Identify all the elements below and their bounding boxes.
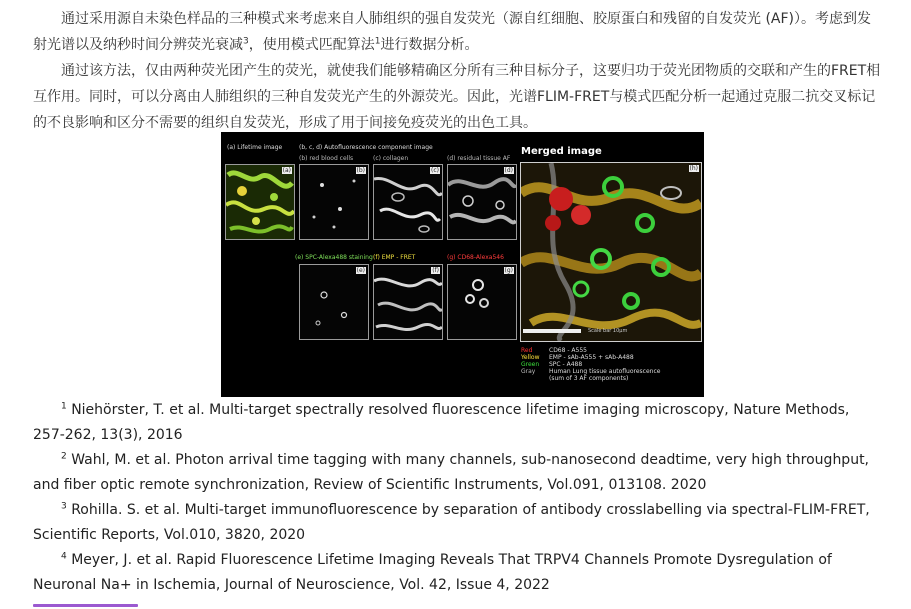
panel-tag-g: (g) [504,267,513,274]
rbc-image [300,165,368,239]
label-af-components: (b, c, d) Autofluorescence component image [299,144,433,151]
panel-tag-a: (a) [282,167,291,174]
paragraph2-text: 通过该方法，仅由两种荧光团产生的荧光，就使我们能够精确区分所有三种目标分子，这要归功于荧光团物质的交联和产生的FRET相互作用。同时，可以分离由人肺组织的三种自发荧光产生的外源荧光。因此，光谱FLIM-FRET与模式匹配分析一起通过克服二抗交叉标记的不良影响和区分不需要的组织自发荧光，形成了用于间接免疫荧光的出色工具。 [33,63,881,131]
reference-2-number: 2 [61,451,67,462]
panel-cd68 [447,264,517,340]
label-spc: (e) SPC-Alexa488 staining [295,254,373,261]
panel-tag-c: (c) [431,167,439,174]
label-emp: (f) EMP - FRET [373,254,416,261]
spc-image [300,265,368,339]
paragraph1-text-b: ，使用模式匹配算法 [248,37,375,53]
panel-emp [373,264,443,340]
reference-1-text: Niehörster, T. et al. Multi-target spectrally resolved fluorescence lifetime imaging microscopy, Nature Methods, 257-262, 13(3), 2016 [33,402,850,443]
legend-row-yellow: Yellow EMP - sAb-A555 + sAb-A488 [521,354,634,361]
panel-spc [299,264,369,340]
label-collagen: (c) collagen [373,155,409,162]
merged-image [521,163,701,341]
reference-3-number: 3 [61,501,67,512]
reference-4-number: 4 [61,551,67,562]
reference-4 [33,548,883,598]
collagen-image [374,165,442,239]
panel-lifetime [225,164,295,240]
label-lifetime-image: (a) Lifetime image [227,144,283,151]
lifetime-image [226,165,294,239]
citation-1[interactable]: 1 [374,36,381,47]
legend-row-gray-note: (sum of 3 AF components) [549,375,629,382]
legend-row-red: Red CD68 - A555 [521,347,587,354]
legend-key-yellow: Yellow [521,354,540,361]
legend-row-gray: Gray Human Lung tissue autofluorescence [521,368,661,375]
panel-tag-b: (b) [356,167,365,174]
reference-4-text: Meyer, J. et al. Rapid Fluorescence Lifetime Imaging Reveals That TRPV4 Channels Promote Dysregulation of Neuronal Na+ in Ischemia, Journal of Neuroscience, Vol. 42, Issue 4, 2022 [33,552,832,593]
paragraph1-text-c: 进行数据分析。 [380,37,479,53]
legend-key-gray: Gray [521,368,536,375]
intro-paragraph [33,6,883,58]
panel-residual-af [447,164,517,240]
panel-collagen [373,164,443,240]
footer-link-underline[interactable] [33,604,138,607]
panel-tag-e: (e) [356,267,365,274]
reference-3 [33,498,883,548]
panel-rbc [299,164,369,240]
legend-key-green: Green [521,361,540,368]
reference-2-text: Wahl, M. et al. Photon arrival time tagging with many channels, sub-nanosecond deadtime, very high throughput, and fiber optic remote synchronization, Review of Scientific Instruments, Vol.091, 013108. 2020 [33,452,870,493]
reference-1-number: 1 [61,401,67,412]
panel-tag-d: (d) [504,167,513,174]
panel-tag-f: (f) [432,267,439,274]
legend-key-red: Red [521,347,533,354]
scale-bar [523,329,581,333]
label-cd68: (g) CD68-Alexa546 [447,254,504,261]
legend-row-green: Green SPC - A488 [521,361,583,368]
panel-merged [520,162,702,342]
reference-1 [33,398,883,448]
label-residual-af: (d) residual tissue AF [447,155,511,162]
paragraph1-text-a: 通过采用源自未染色样品的三种模式来考虑来自人肺组织的强自发荧光（源自红细胞、胶原蛋白和残留的自发荧光 (AF)）。考虑到发射光谱以及纳秒时间分辨荧光衰减 [33,11,872,53]
panel-tag-h: (h) [689,165,698,172]
merged-image-title: Merged image [521,146,602,157]
cd68-image [448,265,516,339]
method-paragraph [33,58,883,136]
emp-image [374,265,442,339]
residual-af-image [448,165,516,239]
reference-3-text: Rohilla. S. et al. Multi-target immunofluorescence by separation of antibody crosslabelling via spectral-FLIM-FRET, Scientific Reports, Vol.010, 3820, 2020 [33,502,870,543]
flim-figure [221,132,704,397]
citation-3[interactable]: 3 [243,36,249,47]
scale-bar-label: Scale bar 10µm [588,328,628,334]
label-rbc: (b) red blood cells [299,155,354,162]
reference-2 [33,448,883,498]
